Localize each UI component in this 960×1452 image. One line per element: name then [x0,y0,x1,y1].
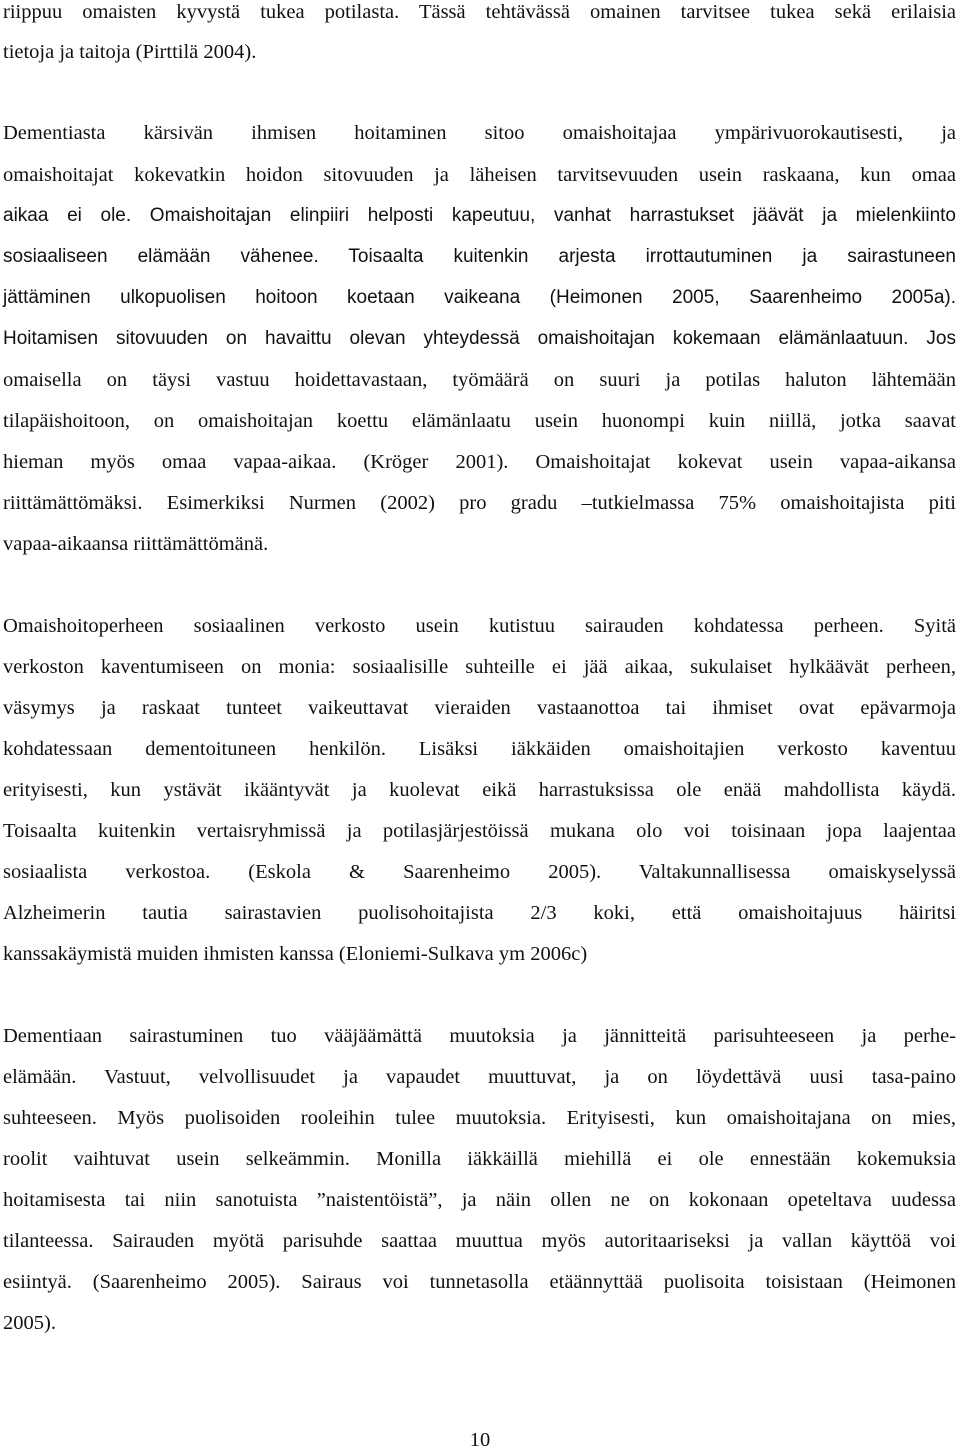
text-line: tilanteessa. Sairauden myötä parisuhde saattaa muuttua myös autoritaariseksi ja vallan käyttöä voi [3,1230,956,1252]
text-line: tilapäishoitoon, on omaishoitajan koettu elämänlaatu usein huonompi kuin niillä, jotka saavat [3,410,956,432]
text-line: Toisaalta kuitenkin vertaisryhmissä ja potilasjärjestöissä mukana olo voi toisinaan jopa laajentaa [3,820,956,842]
text-line: Hoitamisen sitovuuden on havaittu olevan yhteydessä omaishoitajan kokemaan elämänlaatuun. Jos [3,328,956,349]
text-line: aikaa ei ole. Omaishoitajan elinpiiri helposti kapeutuu, vanhat harrastukset jäävät ja mielenkiinto [3,205,956,226]
text-line: omaishoitajat kokevatkin hoidon sitovuuden ja läheisen tarvitsevuuden usein raskaana, kun omaa [3,164,956,186]
text-line: roolit vaihtuvat usein selkeämmin. Monilla iäkkäillä miehillä ei ole ennestään kokemuksia [3,1148,956,1170]
text-line: vapaa-aikaansa riittämättömänä. [3,533,269,555]
text-line: Dementiasta kärsivän ihmisen hoitaminen sitoo omaishoitajaa ympärivuorokautisesti, ja [3,122,956,144]
text-line: riippuu omaisten kyvystä tukea potilasta. Tässä tehtävässä omainen tarvitsee tukea sekä erilaisia [3,1,956,23]
text-line: esiintyä. (Saarenheimo 2005). Sairaus voi tunnetasolla etäännyttää puolisoita toisistaan (Heimonen [3,1271,956,1293]
text-line: hieman myös omaa vapaa-aikaa. (Kröger 2001). Omaishoitajat kokevat usein vapaa-aikansa [3,451,956,473]
text-line: suhteeseen. Myös puolisoiden rooleihin tulee muutoksia. Erityisesti, kun omaishoitajana on mies, [3,1107,956,1129]
text-line: hoitamisesta tai niin sanotuista ”naistentöistä”, ja näin ollen ne on kokonaan opeteltava uudessa [3,1189,956,1211]
text-line: 2005). [3,1312,56,1334]
text-line: tietoja ja taitoja (Pirttilä 2004). [3,41,257,63]
text-line: sosiaalista verkostoa. (Eskola & Saarenheimo 2005). Valtakunnallisessa omaiskyselyssä [3,861,956,883]
text-line: väsymys ja raskaat tunteet vaikeuttavat vieraiden vastaanottoa tai ihmiset ovat epävarmoja [3,697,956,719]
text-line: sosiaaliseen elämään vähenee. Toisaalta kuitenkin arjesta irrottautuminen ja sairastuneen [3,246,956,267]
text-line: jättäminen ulkopuolisen hoitoon koetaan vaikeana (Heimonen 2005, Saarenheimo 2005a). [3,287,956,308]
text-line: kohdatessaan dementoituneen henkilön. Lisäksi iäkkäiden omaishoitajien verkosto kaventuu [3,738,956,760]
text-line: Dementiaan sairastuminen tuo vääjäämättä muutoksia ja jännitteitä parisuhteeseen ja perhe- [3,1025,956,1047]
text-line: elämään. Vastuut, velvollisuudet ja vapaudet muuttuvat, ja on löydettävä uusi tasa-paino [3,1066,956,1088]
text-line: erityisesti, kun ystävät ikääntyvät ja kuolevat eikä harrastuksissa ole enää mahdollista käydä. [3,779,956,801]
text-line: Omaishoitoperheen sosiaalinen verkosto usein kutistuu sairauden kohdatessa perheen. Syitä [3,615,956,637]
text-line: kanssakäymistä muiden ihmisten kanssa (Eloniemi-Sulkava ym 2006c) [3,943,588,965]
page-number: 10 [469,1429,491,1451]
text-line: riittämättömäksi. Esimerkiksi Nurmen (2002) pro gradu –tutkielmassa 75% omaishoitajista piti [3,492,956,514]
text-line: Alzheimerin tautia sairastavien puolisohoitajista 2/3 koki, että omaishoitajuus häiritsi [3,902,956,924]
text-line: verkoston kaventumiseen on monia: sosiaalisille suhteille ei jää aikaa, sukulaiset hylkäävät perheen, [3,656,956,678]
text-line: omaisella on täysi vastuu hoidettavastaan, työmäärä on suuri ja potilas haluton lähtemään [3,369,956,391]
